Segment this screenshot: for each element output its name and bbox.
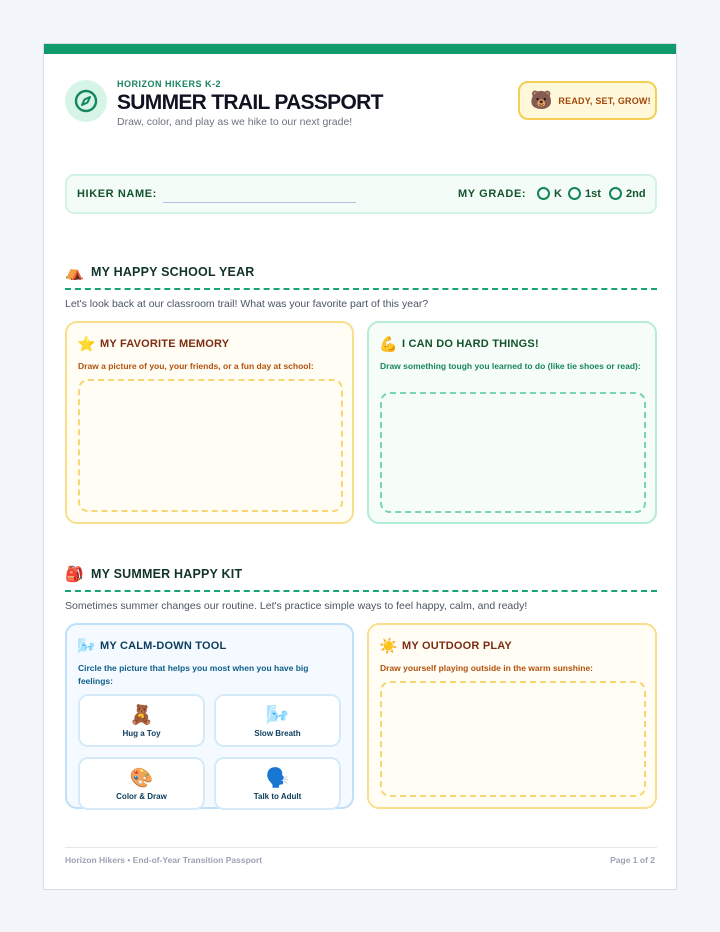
- tool-option-color-draw[interactable]: [78, 757, 205, 810]
- card-instruction: Draw a picture of you, your friends, or a fun day at school:: [78, 361, 314, 371]
- hiker-name-field[interactable]: [163, 202, 356, 203]
- footer-divider: [65, 847, 657, 848]
- grade-label: MY GRADE:: [458, 188, 527, 200]
- badge-text: READY, SET, GROW!: [558, 95, 651, 106]
- grade-option-label: 2nd: [626, 187, 646, 200]
- passport-page: [43, 43, 677, 890]
- school-name: HORIZON HIKERS K-2: [117, 79, 222, 89]
- card-instruction: Draw something tough you learned to do (like tie shoes or read):: [380, 361, 641, 371]
- tool-option-talk-to-adult[interactable]: [214, 757, 341, 810]
- card-calm-down-tool: [65, 623, 354, 809]
- section-description: Sometimes summer changes our routine. Let's practice simple ways to feel happy, calm, and ready!: [65, 600, 528, 612]
- card-title: MY OUTDOOR PLAY: [402, 640, 512, 652]
- hiker-name-label: HIKER NAME:: [77, 188, 157, 200]
- drawing-area[interactable]: [380, 392, 646, 513]
- teddy-bear-icon: 🧸: [129, 705, 154, 726]
- compass-icon: [65, 80, 107, 122]
- section-title: MY SUMMER HAPPY KIT: [91, 567, 243, 581]
- star-icon: ⭐: [77, 336, 96, 353]
- tool-label: Color & Draw: [116, 792, 167, 801]
- section-summer-happy-kit: [65, 564, 657, 612]
- grade-option-label: 1st: [585, 187, 601, 200]
- section-description: Let's look back at our classroom trail! What was your favorite part of this year?: [65, 298, 429, 310]
- footer-left-text: Horizon Hikers • End-of-Year Transition Passport: [65, 855, 263, 865]
- section-happy-school-year: [65, 262, 657, 310]
- section-divider: [65, 590, 657, 592]
- bear-icon: 🐻: [530, 90, 553, 110]
- card-instruction: Draw yourself playing outside in the warm sunshine:: [380, 663, 594, 673]
- ready-badge: [518, 81, 657, 120]
- radio-circle-icon: [609, 187, 622, 200]
- card-title: I CAN DO HARD THINGS!: [402, 338, 539, 350]
- wind-icon: 🌬️: [265, 705, 290, 726]
- card-title: MY FAVORITE MEMORY: [100, 338, 230, 350]
- flexed-arm-icon: 💪: [379, 336, 398, 353]
- grade-option-2nd[interactable]: [609, 187, 646, 200]
- grade-option-k[interactable]: [537, 187, 562, 200]
- tool-label: Slow Breath: [254, 729, 301, 738]
- top-accent-bar: [44, 44, 676, 54]
- card-outdoor-play: [367, 623, 657, 809]
- drawing-area[interactable]: [78, 379, 343, 512]
- tent-icon: ⛺: [65, 264, 84, 281]
- radio-circle-icon: [537, 187, 550, 200]
- card-title: MY CALM-DOWN TOOL: [100, 640, 227, 652]
- backpack-icon: 🎒: [65, 566, 84, 583]
- section-divider: [65, 288, 657, 290]
- page-title: SUMMER TRAIL PASSPORT: [117, 91, 383, 114]
- tool-option-hug-a-toy[interactable]: [78, 694, 205, 747]
- page-subtitle: Draw, color, and play as we hike to our next grade!: [117, 116, 353, 128]
- card-hard-things: [367, 321, 657, 524]
- grade-option-1st[interactable]: [568, 187, 601, 200]
- grade-option-label: K: [554, 187, 562, 200]
- hiker-info-bar: [65, 174, 657, 214]
- speaking-head-icon: 🗣️: [265, 768, 290, 789]
- page-number: Page 1 of 2: [610, 855, 655, 865]
- drawing-area[interactable]: [380, 681, 646, 797]
- tool-option-slow-breath[interactable]: [214, 694, 341, 747]
- card-favorite-memory: [65, 321, 354, 524]
- section-title: MY HAPPY SCHOOL YEAR: [91, 265, 255, 279]
- radio-circle-icon: [568, 187, 581, 200]
- sun-icon: ☀️: [379, 638, 398, 655]
- card-instruction: Circle the picture that helps you most when you have big feelings:: [78, 663, 309, 686]
- palette-icon: 🎨: [129, 768, 154, 789]
- wind-icon: 🌬️: [77, 638, 96, 655]
- tool-label: Talk to Adult: [253, 792, 302, 801]
- tool-label: Hug a Toy: [122, 729, 161, 738]
